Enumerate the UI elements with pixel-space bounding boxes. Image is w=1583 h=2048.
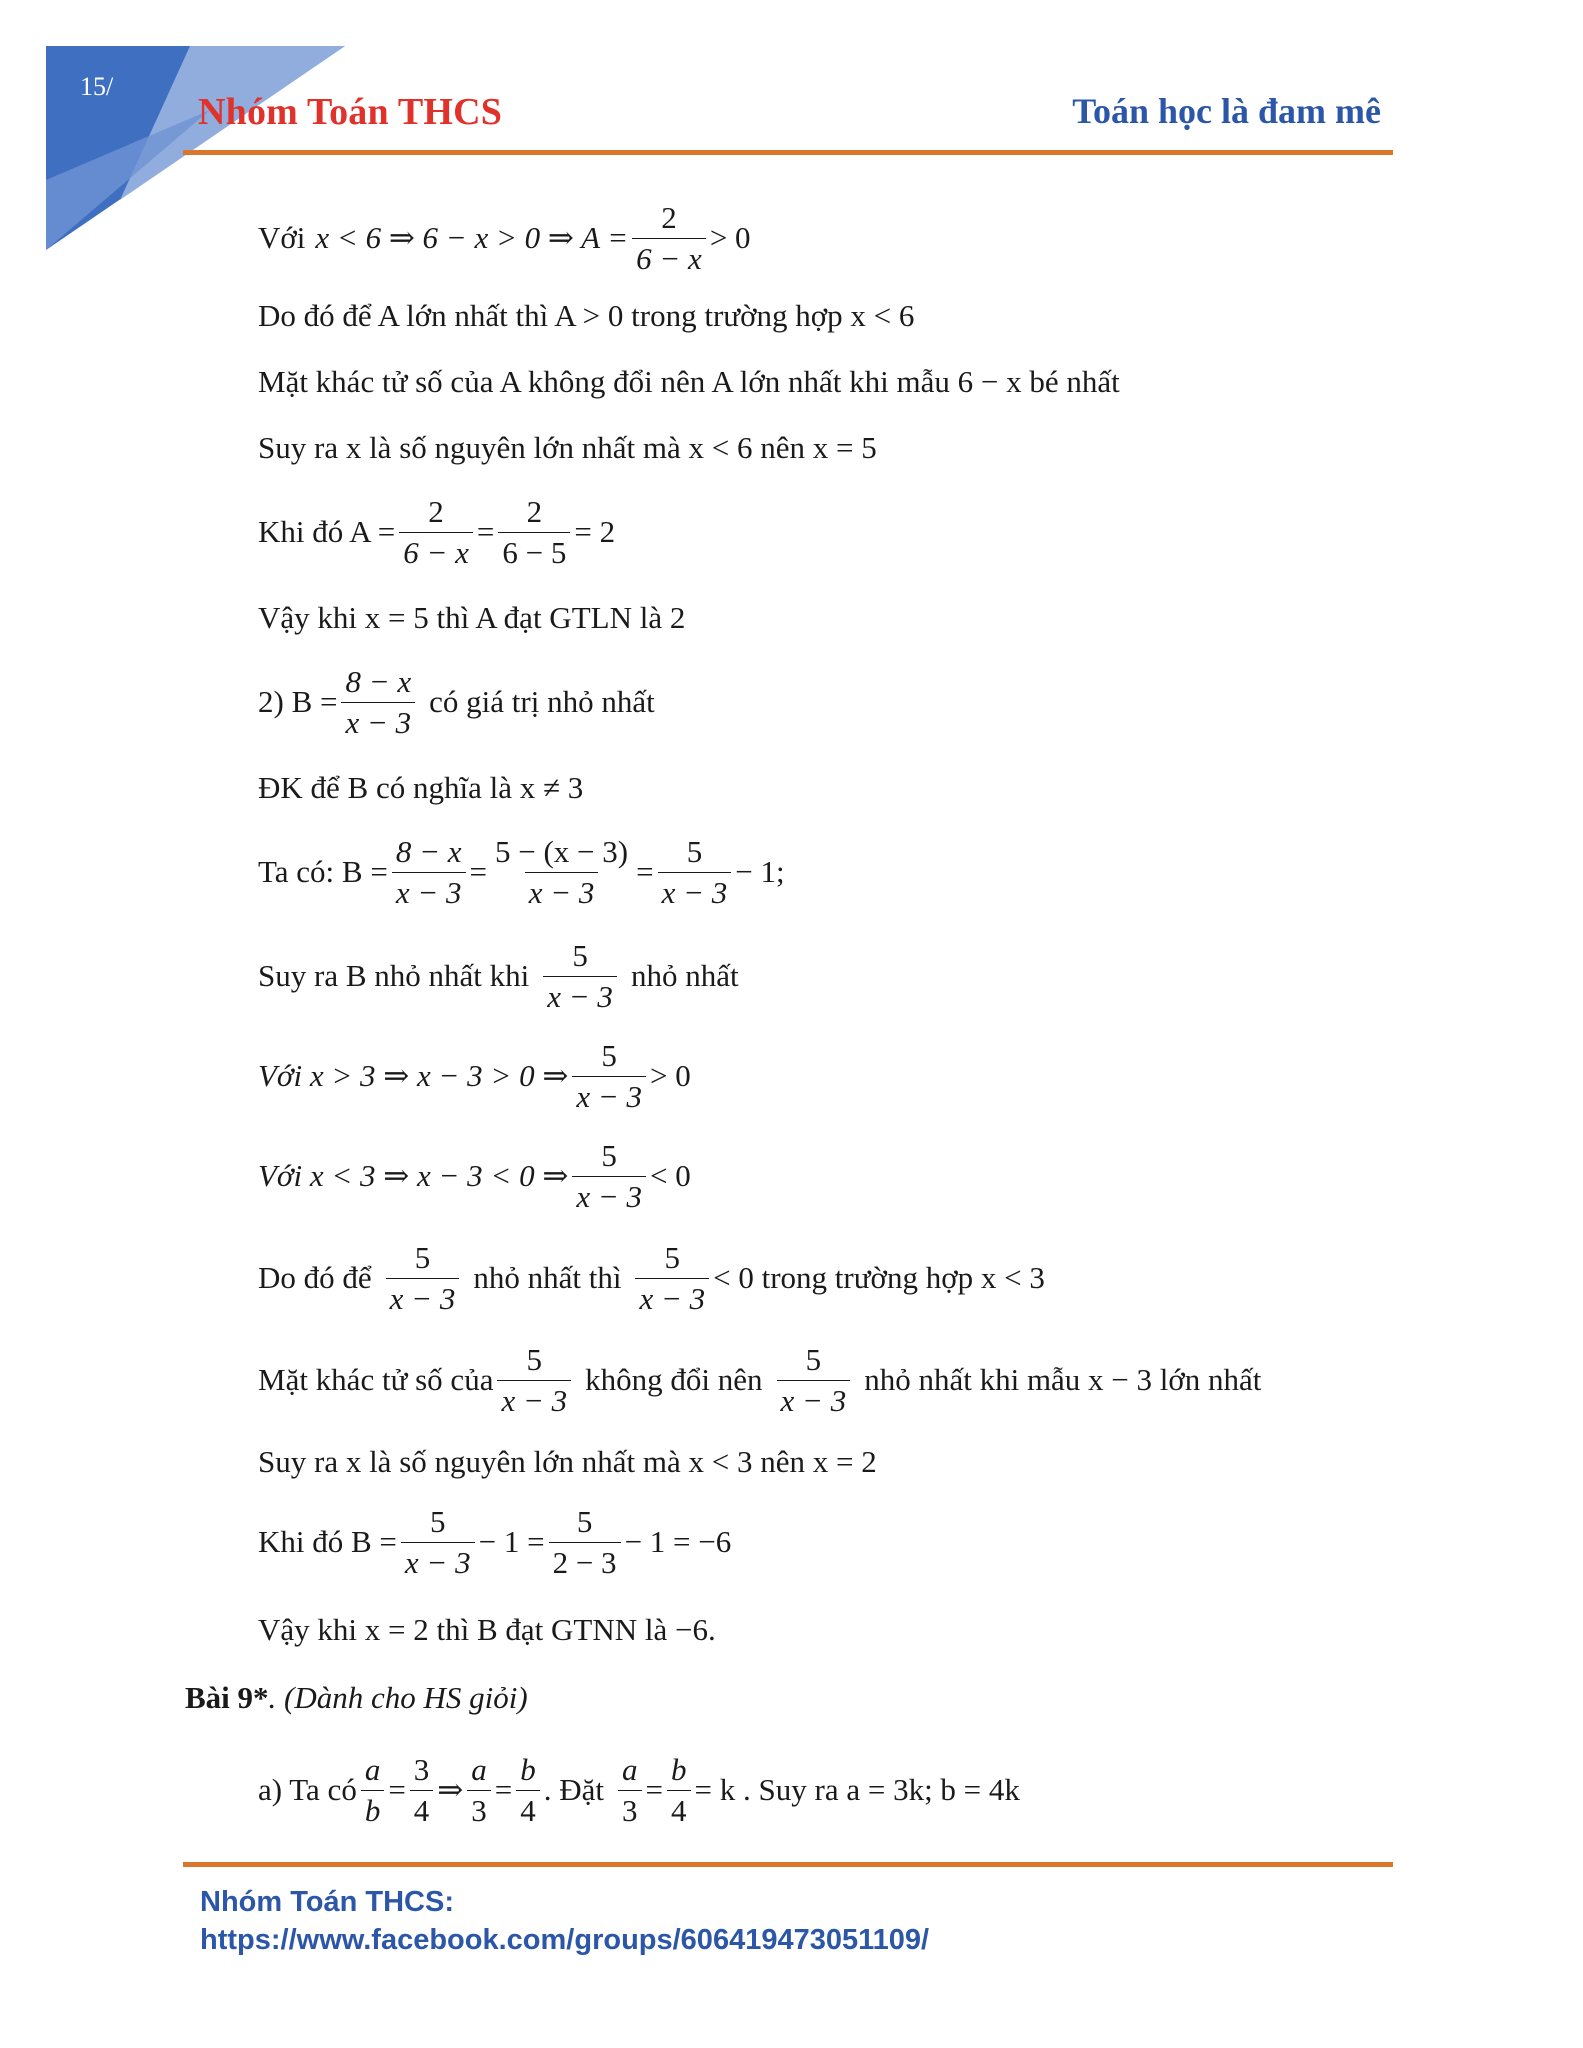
line-15: Suy ra x là số nguyên lớn nhất mà x < 3 nên x = 2 bbox=[258, 1444, 877, 1479]
fraction: $\frac{8 - x}{x - 3}$ bbox=[341, 664, 415, 740]
fraction: $\frac{5}{x - 3}$ bbox=[401, 1504, 475, 1580]
fraction: $\frac{2}{6 - x}$ bbox=[632, 200, 706, 276]
footer-rule bbox=[183, 1862, 1393, 1867]
exercise-title: Bài 9* bbox=[185, 1680, 269, 1715]
line-11: Với x > 3 ⇒ x − 3 > 0 ⇒ $\frac{5}{x - 3}$ > 0 bbox=[258, 1038, 691, 1114]
fraction: $\frac{5}{x - 3}$ bbox=[386, 1240, 460, 1316]
fraction: $\frac{5}{x - 3}$ bbox=[635, 1240, 709, 1316]
footer-url-link[interactable]: https://www.facebook.com/groups/606419473051109/ bbox=[200, 1924, 930, 1956]
line-13: Do đó để $\frac{5}{x - 3}$ nhỏ nhất thì $\frac{5}{x - 3}$ < 0 trong trường hợp x < 3 bbox=[258, 1240, 1045, 1316]
line-9: Ta có: B = $\frac{8 - x}{x - 3}$ = $\frac{5 - (x - 3)}{x - 3}$ = $\frac{5}{x - 3}$ − 1; bbox=[258, 834, 785, 910]
fraction: $\frac{5}{x - 3}$ bbox=[777, 1342, 851, 1418]
fraction: $\frac{b}{4}$ bbox=[516, 1752, 540, 1828]
line-1: Với x < 6 ⇒ 6 − x > 0 ⇒ A = $\frac{2}{6 - x}$ > 0 bbox=[258, 200, 751, 276]
fraction: $\frac{2}{6 - x}$ bbox=[399, 494, 473, 570]
line-5: Khi đó A = $\frac{2}{6 - x}$ = $\frac{2}{6 - 5}$ = 2 bbox=[258, 494, 616, 570]
line-14: Mặt khác tử số của $\frac{5}{x - 3}$ không đổi nên $\frac{5}{x - 3}$ nhỏ nhất khi mẫu x − 3 lớn nhất bbox=[258, 1342, 1262, 1418]
line-8: ĐK để B có nghĩa là x ≠ 3 bbox=[258, 770, 584, 805]
line-7: 2) B = $\frac{8 - x}{x - 3}$ có giá trị nhỏ nhất bbox=[258, 664, 655, 740]
fraction: $\frac{b}{4}$ bbox=[667, 1752, 691, 1828]
line-4: Suy ra x là số nguyên lớn nhất mà x < 6 nên x = 5 bbox=[258, 430, 877, 465]
footer-group: Nhóm Toán THCS: bbox=[200, 1886, 454, 1918]
line-12: Với x < 3 ⇒ x − 3 < 0 ⇒ $\frac{5}{x - 3}$ < 0 bbox=[258, 1138, 691, 1214]
fraction: $\frac{a}{3}$ bbox=[467, 1752, 491, 1828]
header-rule bbox=[183, 150, 1393, 155]
fraction: $\frac{a}{3}$ bbox=[618, 1752, 642, 1828]
fraction: $\frac{5}{x - 3}$ bbox=[572, 1138, 646, 1214]
fraction: $\frac{5 - (x - 3)}{x - 3}$ bbox=[494, 834, 629, 910]
page-number: 15/ bbox=[80, 72, 114, 101]
brand-title: Nhóm Toán THCS bbox=[198, 91, 503, 133]
line-16: Khi đó B = $\frac{5}{x - 3}$ − 1 = $\frac{5}{2 - 3}$ − 1 = −6 bbox=[258, 1504, 732, 1580]
fraction: $\frac{5}{x - 3}$ bbox=[543, 938, 617, 1014]
fraction: $\frac{8 - x}{x - 3}$ bbox=[392, 834, 466, 910]
line-6: Vậy khi x = 5 thì A đạt GTLN là 2 bbox=[258, 600, 686, 635]
line-10: Suy ra B nhỏ nhất khi $\frac{5}{x - 3}$ nhỏ nhất bbox=[258, 938, 739, 1014]
part-a-line: a) Ta có $\frac{a}{b}$ = $\frac{3}{4}$ ⇒ $\frac{a}{3}$ = $\frac{b}{4}$ . Đặt $\frac{a}{3}$ = $\frac{b}{4}$ = k . Suy ra a = 3k; b = 4k bbox=[258, 1752, 1020, 1828]
line-3: Mặt khác tử số của A không đổi nên A lớn nhất khi mẫu 6 − x bé nhất bbox=[258, 364, 1120, 399]
fraction: $\frac{3}{4}$ bbox=[410, 1752, 434, 1828]
exercise-heading bbox=[185, 1680, 528, 1716]
fraction: $\frac{5}{x - 3}$ bbox=[572, 1038, 646, 1114]
motto: Toán học là đam mê bbox=[1072, 91, 1381, 131]
fraction: $\frac{2}{6 - 5}$ bbox=[498, 494, 570, 570]
fraction: $\frac{5}{x - 3}$ bbox=[658, 834, 732, 910]
line-2: Do đó để A lớn nhất thì A > 0 trong trường hợp x < 6 bbox=[258, 298, 915, 333]
line-17: Vậy khi x = 2 thì B đạt GTNN là −6. bbox=[258, 1612, 716, 1647]
fraction: $\frac{5}{2 - 3}$ bbox=[549, 1504, 621, 1580]
fraction: $\frac{5}{x - 3}$ bbox=[497, 1342, 571, 1418]
fraction: $\frac{a}{b}$ bbox=[361, 1752, 385, 1828]
exercise-subtitle: . (Dành cho HS giỏi) bbox=[268, 1680, 528, 1715]
